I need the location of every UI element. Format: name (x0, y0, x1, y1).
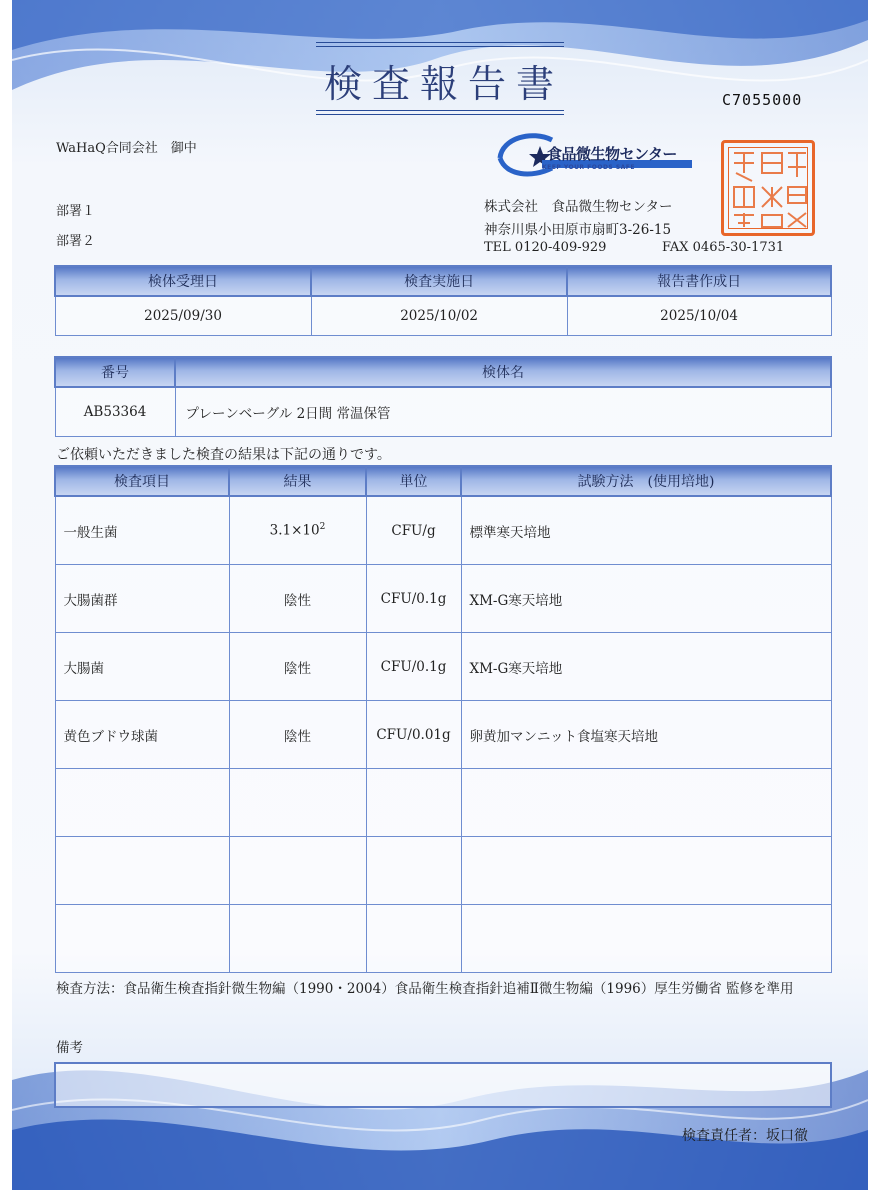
document-number: C7055000 (722, 91, 803, 109)
result-item: 大腸菌 (55, 633, 229, 701)
result-value-exponent: 2 (319, 522, 326, 533)
result-value-base: 3.1×10 (269, 522, 320, 539)
test-method-note: 検査方法：食品衛生検査指針微生物編（1990・2004）食品衛生検査指針追補Ⅱ微生物編（1996）厚生労働省 監修を準用 (56, 981, 794, 997)
dates-value-row (55, 296, 831, 336)
date-tested: 2025/10/02 (311, 296, 567, 336)
result-method: 標準寒天培地 (461, 496, 831, 565)
remarks-box (54, 1062, 832, 1108)
recipient: WaHaQ合同会社 御中 (56, 141, 197, 156)
company-seal-stamp (721, 140, 815, 236)
empty-row (55, 769, 831, 837)
table-row (55, 565, 831, 633)
result-value: 陰性 (229, 565, 366, 633)
remarks-label: 備考 (56, 1040, 83, 1056)
date-header-reported: 報告書作成日 (567, 266, 831, 296)
empty-row (55, 837, 831, 905)
department-1: 部署１ (56, 204, 96, 219)
dates-header-row (55, 266, 831, 296)
sample-name: プレーンベーグル 2日間 常温保管 (175, 387, 831, 437)
page-title: 検査報告書 (323, 62, 564, 106)
result-value: 陰性 (229, 701, 366, 769)
sample-header-name: 検体名 (175, 357, 831, 387)
report-sheet (12, 0, 868, 1190)
result-value: 陰性 (229, 633, 366, 701)
results-table (54, 465, 832, 973)
sample-value-row (55, 387, 831, 437)
date-received: 2025/09/30 (55, 296, 311, 336)
empty-row (55, 905, 831, 973)
title-rule-bottom (316, 110, 564, 115)
sample-table (54, 356, 832, 437)
logo-name: 食品微生物センター (547, 145, 677, 163)
table-row (55, 701, 831, 769)
result-unit: CFU/0.1g (366, 633, 461, 701)
department-2: 部署２ (56, 234, 96, 249)
issuer-tel: TEL 0120-409-929 (484, 240, 607, 255)
table-row (55, 496, 831, 565)
date-reported: 2025/10/04 (567, 296, 831, 336)
result-method: XM-G寒天培地 (461, 565, 831, 633)
results-header-row (55, 466, 831, 496)
result-value (229, 496, 366, 565)
logo-tagline: KEEP YOUR FOODS SAFE (542, 164, 635, 171)
inspector-signature: 検査責任者：坂口徹 (682, 1128, 808, 1144)
issuer-fax: FAX 0465-30-1731 (662, 240, 785, 255)
result-unit: CFU/0.01g (366, 701, 461, 769)
seal-glyph-icon (724, 143, 812, 233)
results-header-unit: 単位 (366, 466, 461, 496)
date-header-tested: 検査実施日 (311, 266, 567, 296)
results-header-item: 検査項目 (55, 466, 229, 496)
results-intro: ご依頼いただきました検査の結果は下記の通りです。 (56, 447, 391, 463)
result-method: XM-G寒天培地 (461, 633, 831, 701)
issuer-address: 神奈川県小田原市扇町3-26-15 (484, 222, 672, 238)
sample-header-number: 番号 (55, 357, 175, 387)
dates-table (54, 265, 832, 336)
sample-header-row (55, 357, 831, 387)
results-header-result: 結果 (229, 466, 366, 496)
date-header-received: 検体受理日 (55, 266, 311, 296)
result-item: 大腸菌群 (55, 565, 229, 633)
issuer-company: 株式会社 食品微生物センター (484, 199, 673, 215)
result-method: 卵黄加マンニット食塩寒天培地 (461, 701, 831, 769)
result-unit: CFU/0.1g (366, 565, 461, 633)
table-row (55, 633, 831, 701)
result-item: 一般生菌 (55, 496, 229, 565)
results-header-method: 試験方法 (使用培地) (461, 466, 831, 496)
result-unit: CFU/g (366, 496, 461, 565)
result-item: 黄色ブドウ球菌 (55, 701, 229, 769)
sample-number: AB53364 (55, 387, 175, 437)
title-block (312, 42, 568, 115)
